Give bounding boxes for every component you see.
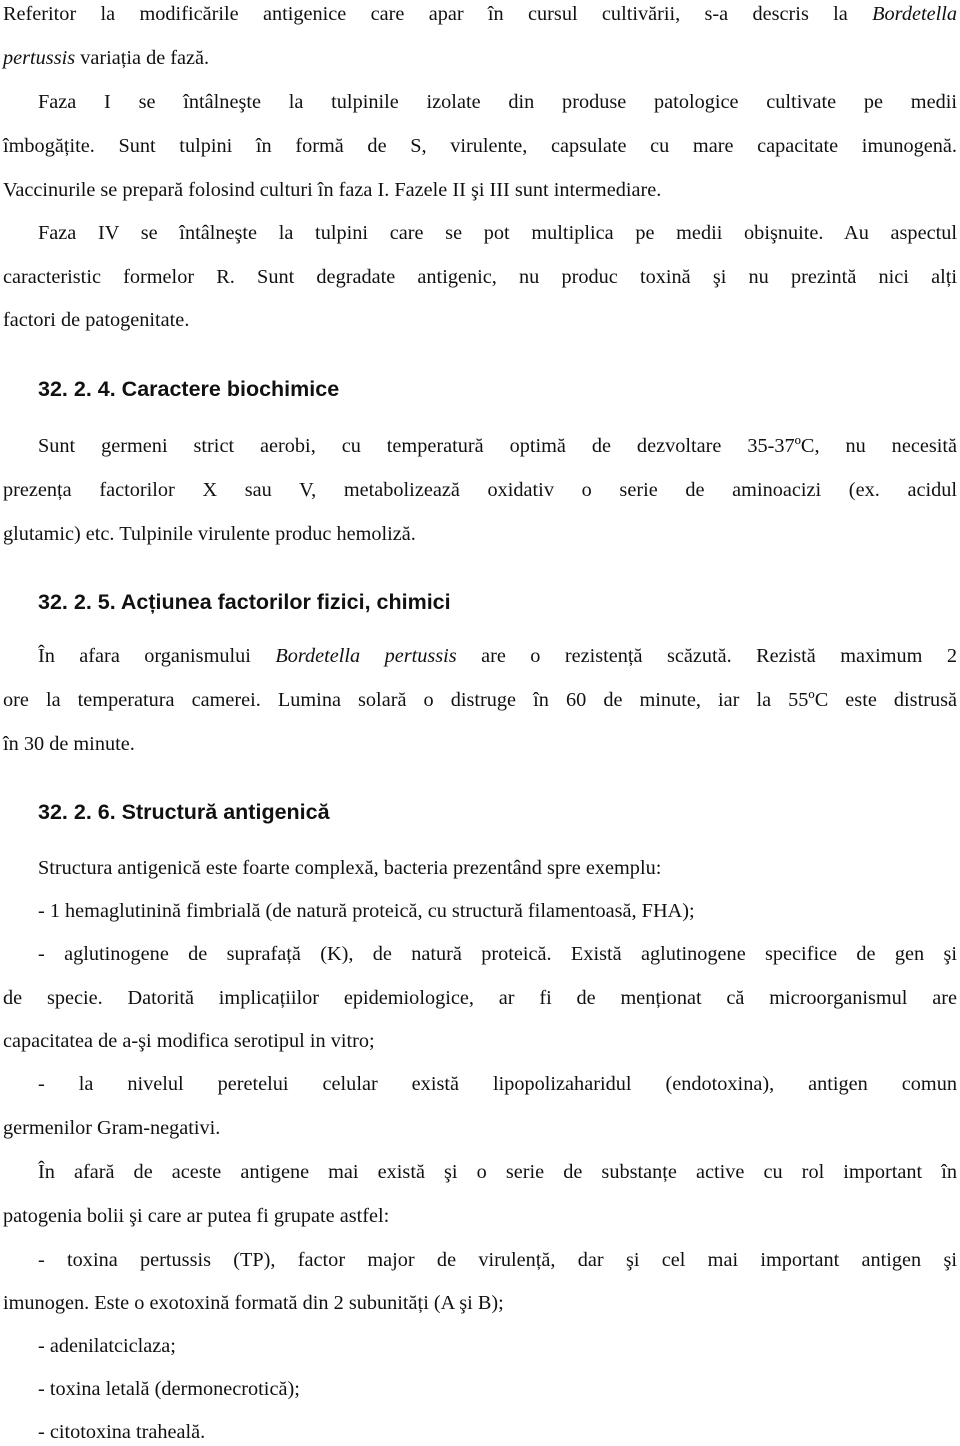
paragraph-line: - citotoxina traheală. bbox=[38, 1421, 206, 1443]
paragraph-line: germenilor Gram-negativi. bbox=[3, 1117, 221, 1139]
paragraph-line: prezența factorilor X sau V, metabolizează oxidativ o serie de aminoacizi (ex. acidul bbox=[3, 479, 957, 501]
paragraph-line: pertussis variația de fază. bbox=[3, 47, 210, 69]
paragraph-line: glutamic) etc. Tulpinile virulente produc hemoliză. bbox=[3, 523, 416, 545]
paragraph-line: de specie. Datorită implicațiilor epidemiologice, ar fi de menționat că microorganismul are bbox=[3, 987, 957, 1009]
paragraph-line: Faza IV se întâlneşte la tulpini care se pot multiplica pe medii obişnuite. Au aspectul bbox=[38, 222, 957, 244]
paragraph-line: - la nivelul peretelui celular există lipopolizaharidul (endotoxina), antigen comun bbox=[38, 1073, 957, 1095]
paragraph-line: În afara organismului Bordetella pertussis are o rezistență scăzută. Rezistă maximum 2 bbox=[38, 645, 957, 667]
italic-term: Bordetella pertussis bbox=[275, 645, 457, 667]
paragraph-line: Faza I se întâlneşte la tulpinile izolate din produse patologice cultivate pe medii bbox=[38, 91, 957, 113]
paragraph-line: Structura antigenică este foarte complexă, bacteria prezentând spre exemplu: bbox=[38, 857, 662, 879]
paragraph-line: ore la temperatura camerei. Lumina solară o distruge în 60 de minute, iar la 55ºC este distrusă bbox=[3, 689, 957, 711]
paragraph-line: imunogen. Este o exotoxină formată din 2 subunități (A şi B); bbox=[3, 1292, 504, 1314]
paragraph-line: Sunt germeni strict aerobi, cu temperatură optimă de dezvoltare 35-37ºC, nu necesită bbox=[38, 435, 957, 457]
paragraph-line: În afară de aceste antigene mai există şi o serie de substanțe active cu rol important în bbox=[38, 1161, 957, 1183]
paragraph-line: - aglutinogene de suprafață (K), de natură proteică. Există aglutinogene specifice de gen şi bbox=[38, 943, 957, 965]
italic-term: Bordetella bbox=[872, 3, 958, 25]
paragraph-line: caracteristic formelor R. Sunt degradate antigenic, nu produc toxină şi nu prezintă nici alți bbox=[3, 266, 957, 288]
paragraph-line: - toxina letală (dermonecrotică); bbox=[38, 1378, 300, 1400]
paragraph-line: factori de patogenitate. bbox=[3, 309, 190, 331]
section-heading: 32. 2. 4. Caractere biochimice bbox=[38, 377, 340, 401]
section-heading: 32. 2. 6. Structură antigenică bbox=[38, 800, 330, 824]
paragraph-line: - toxina pertussis (TP), factor major de virulență, dar şi cel mai important antigen şi bbox=[38, 1249, 957, 1271]
paragraph-line: patogenia bolii şi care ar putea fi grupate astfel: bbox=[3, 1205, 390, 1227]
section-heading: 32. 2. 5. Acțiunea factorilor fizici, chimici bbox=[38, 590, 451, 614]
paragraph-line: în 30 de minute. bbox=[3, 733, 135, 755]
paragraph-line: capacitatea de a-şi modifica serotipul in vitro; bbox=[3, 1030, 375, 1052]
italic-term: pertussis bbox=[3, 47, 76, 69]
paragraph-line: - 1 hemaglutinină fimbrială (de natură proteică, cu structură filamentoasă, FHA); bbox=[38, 900, 695, 922]
paragraph-line: Referitor la modificările antigenice care apar în cursul cultivării, s-a descris la Bordetella bbox=[3, 3, 958, 25]
paragraph-line: Vaccinurile se prepară folosind culturi în faza I. Fazele II şi III sunt intermediare. bbox=[3, 179, 662, 201]
paragraph-line: - adenilatciclaza; bbox=[38, 1335, 176, 1357]
paragraph-line: îmbogățite. Sunt tulpini în formă de S, virulente, capsulate cu mare capacitate imunogenă. bbox=[3, 135, 957, 157]
